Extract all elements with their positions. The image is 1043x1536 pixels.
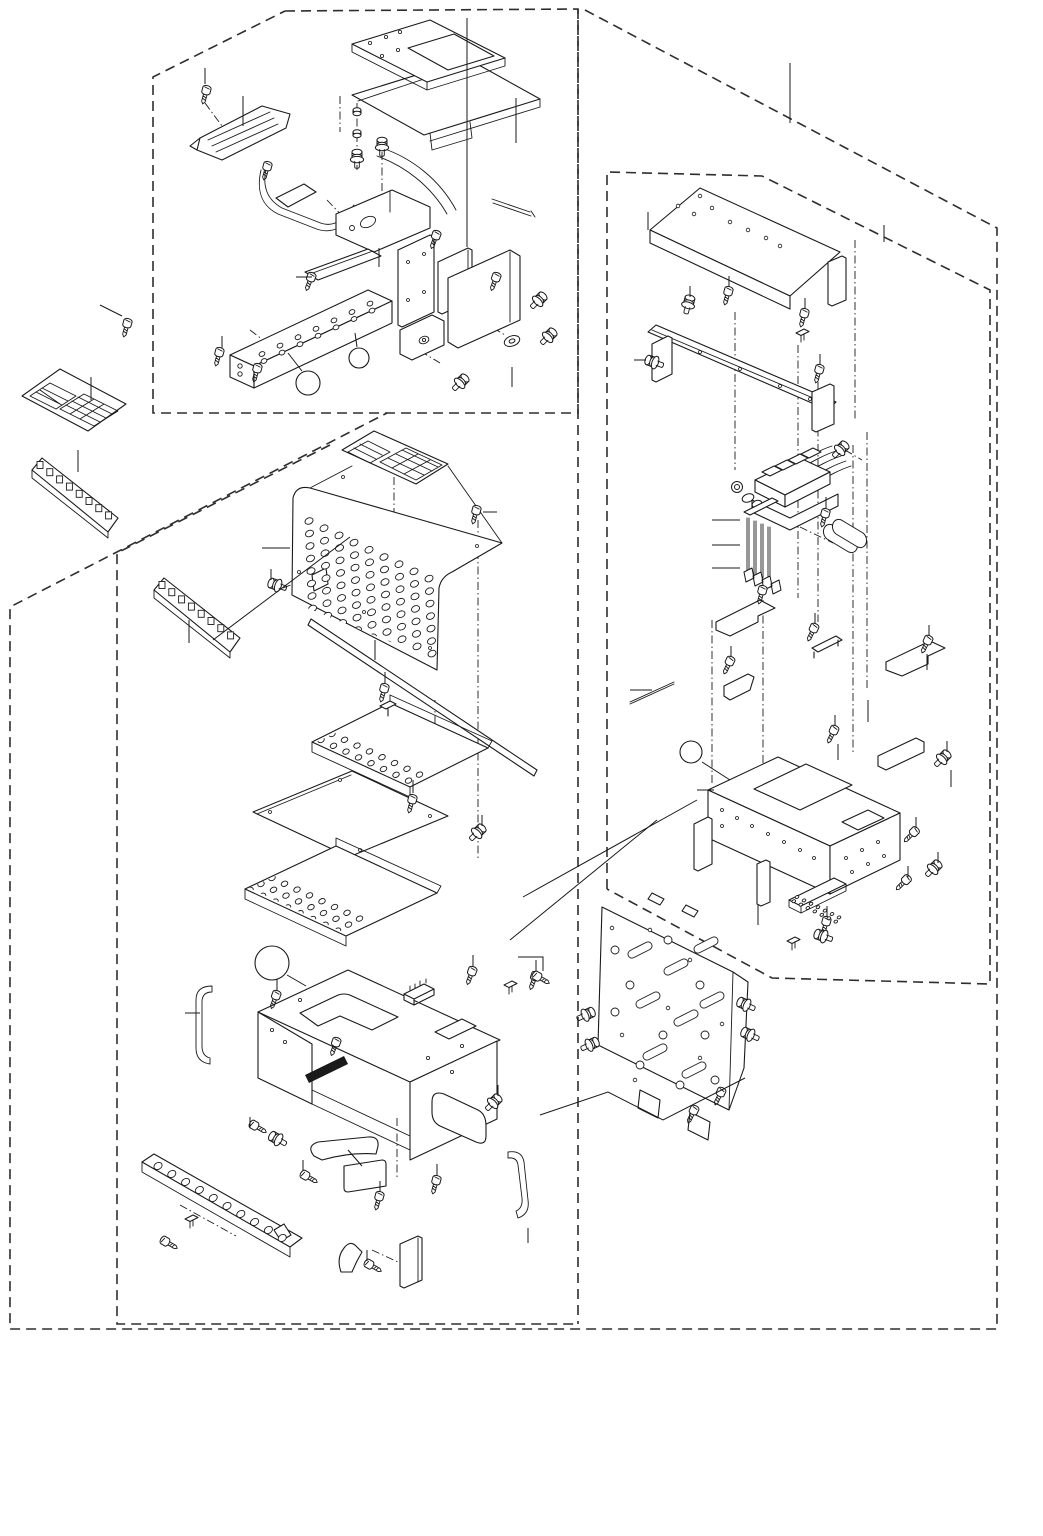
clamp-icon xyxy=(504,981,517,994)
nut-icon xyxy=(353,130,361,138)
bolt-icon xyxy=(466,821,489,844)
bolt-icon xyxy=(537,325,560,348)
bolt-icon xyxy=(922,857,945,880)
right-chassis xyxy=(694,757,900,906)
screw-icon xyxy=(212,347,225,367)
threaded-rod xyxy=(492,199,535,217)
curved-bracket xyxy=(311,1137,378,1160)
bolt-icon xyxy=(266,1129,289,1150)
screw-icon xyxy=(720,655,736,676)
screw-icon xyxy=(120,318,133,338)
screw-icon xyxy=(429,1175,442,1195)
leader-line xyxy=(287,975,306,986)
leader-line xyxy=(510,820,657,940)
side-plate xyxy=(398,235,434,327)
screw-icon xyxy=(824,724,840,745)
foot-bracket xyxy=(400,1236,422,1288)
threaded-rod xyxy=(630,682,674,704)
clamp-icon xyxy=(185,1215,198,1228)
handle-right xyxy=(508,1152,528,1218)
screw-icon xyxy=(159,1235,180,1252)
callout-balloon xyxy=(349,348,369,368)
screw-icon xyxy=(199,85,212,105)
notched-plate xyxy=(716,600,775,636)
center-line xyxy=(845,450,862,460)
bolt-icon xyxy=(931,747,954,770)
screw-icon xyxy=(812,364,825,384)
bolt-icon xyxy=(829,438,852,461)
screw-icon xyxy=(372,1191,385,1211)
leader-line xyxy=(523,800,697,897)
nut-icon xyxy=(353,108,361,116)
screw-icon xyxy=(260,161,273,181)
bolt-icon xyxy=(679,294,697,316)
screw-icon xyxy=(893,873,912,892)
wedge-bracket xyxy=(339,1243,362,1272)
screw-icon xyxy=(302,271,316,292)
screw-icon xyxy=(248,1119,269,1136)
screw-icon xyxy=(299,1169,320,1186)
screw-icon xyxy=(363,1258,384,1275)
label-strip-b xyxy=(154,578,240,658)
callout-balloon xyxy=(680,741,702,763)
screw-icon xyxy=(797,308,810,328)
handle-left xyxy=(196,986,212,1064)
screw-icon xyxy=(469,505,482,525)
leader-line xyxy=(702,762,730,780)
screw-icon xyxy=(901,825,920,844)
callout-balloon xyxy=(296,371,320,395)
top-panel-assembly xyxy=(190,20,560,394)
bolt-icon xyxy=(449,371,472,394)
small-bracket xyxy=(276,184,316,207)
screw-icon xyxy=(721,286,734,306)
clamp-icon xyxy=(787,937,800,950)
long-rail xyxy=(648,325,836,432)
clamp-icon xyxy=(796,329,809,342)
leader-line xyxy=(518,957,543,971)
main-chassis xyxy=(258,970,500,1160)
center-line xyxy=(372,1250,398,1262)
long-cover-panel xyxy=(650,188,846,309)
leader-line xyxy=(100,305,122,316)
solenoid-valve-manifold xyxy=(732,446,867,594)
label-strip-a xyxy=(32,458,118,538)
main-frame-assembly xyxy=(142,431,551,1288)
clip-bracket xyxy=(812,636,842,658)
outer-border xyxy=(10,10,997,1329)
membrane-keypad-sheet xyxy=(22,369,126,431)
center-line xyxy=(205,103,222,126)
screw-icon xyxy=(463,965,477,986)
connector-block xyxy=(404,979,434,1005)
keypad-overlay xyxy=(342,431,448,484)
right-unit-assembly xyxy=(630,188,954,950)
washer-icon xyxy=(503,334,521,349)
notched-plate xyxy=(886,641,945,676)
thin-bracket xyxy=(878,738,924,770)
screw-icon xyxy=(377,683,390,703)
valve-plate xyxy=(574,893,761,1140)
callout-balloon xyxy=(255,946,289,980)
flat-panel xyxy=(253,771,448,857)
screw-icon xyxy=(804,622,820,643)
angle-bracket xyxy=(724,674,754,700)
bolt-icon xyxy=(527,289,550,312)
